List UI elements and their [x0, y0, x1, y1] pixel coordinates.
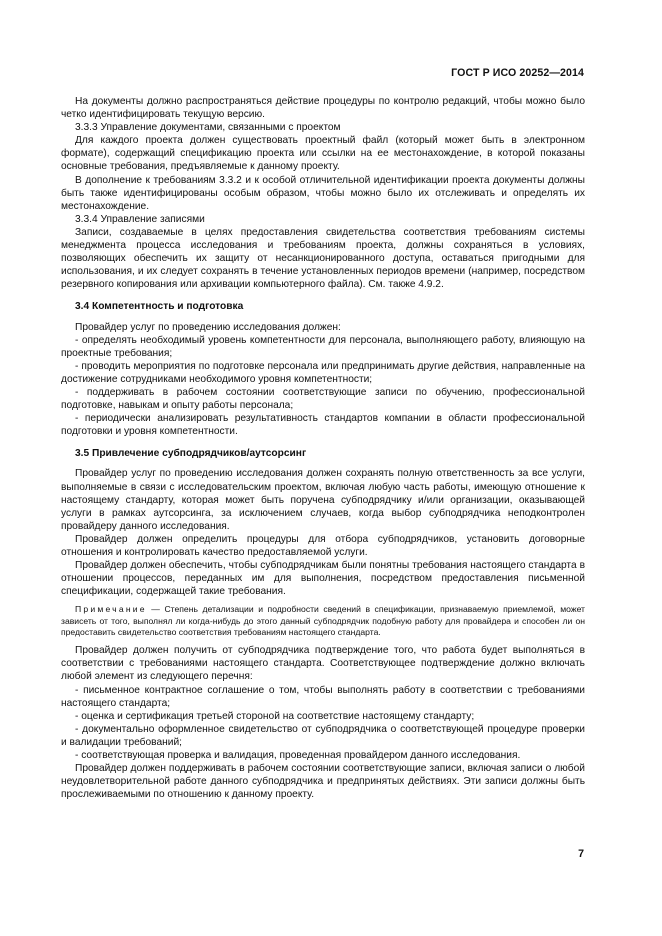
paragraph-subcontractor-selection: Провайдер должен определить процедуры для отбора субподрядчиков, установить договорные отношения и контролировать качество предоставляемой услуги.	[61, 533, 585, 558]
note-label: Примечание	[75, 604, 147, 615]
page-body	[61, 95, 585, 801]
list-item-certification: - оценка и сертификация третьей стороной на соответствие настоящему стандарту;	[75, 710, 475, 722]
list-item-effectiveness: - периодически анализировать результативность стандартов компании в области профессиональной подготовки и уровня компетентности.	[61, 413, 585, 438]
paragraph-written-specification: Провайдер должен обеспечить, чтобы субподрядчикам были понятны требования настоящего стандарта в отношении процессов, переданных им для выполнения, посредством предоставления письменной спецификации, содержащей такие требования.	[61, 560, 585, 598]
section-3-3-3-title: 3.3.3 Управление документами, связанными с проектом	[75, 122, 341, 134]
paragraph-version-control: На документы должно распространяться действие процедуры по контролю редакций, чтобы можно было четко идентифицировать текущую версию.	[61, 96, 585, 121]
document-id-header: ГОСТ Р ИСО 20252—2014	[451, 67, 584, 79]
list-item-training-records: - поддерживать в рабочем состоянии соответствующие записи по обучению, профессиональной подготовке, навыкам и опыту работы персонала;	[61, 386, 585, 412]
section-3-5-heading: 3.5 Привлечение субподрядчиков/аутсорсинг	[75, 448, 307, 460]
paragraph-provider-must: Провайдер услуг по проведению исследования должен:	[75, 321, 341, 333]
page-number: 7	[578, 848, 584, 860]
paragraph-records-keeping: Провайдер должен поддерживать в рабочем состоянии соответствующие записи, включая записи о любой неудовлетворительной работе данного субподрядчика и предпринятых действиях. Эти записи должны быть прослеживаемыми по отношению к данному проекту.	[61, 763, 585, 801]
section-3-4-heading: 3.4 Компетентность и подготовка	[75, 301, 244, 313]
paragraph-document-identification: В дополнение к требованиям 3.3.2 и к особой отличительной идентификации проекта документы должны быть также идентифицированы особым образом, чтобы можно было их отслеживать и определять их местонахождение.	[61, 174, 585, 212]
list-item-contract: - письменное контрактное соглашение о том, чтобы выполнять работу в соответствии с требованиями настоящего стандарта;	[61, 684, 585, 709]
note-text: — Степень детализации и подробности сведений в спецификации, признаваемую приемлемой, может зависеть от того, выполнял ли когда-нибудь до этого данный субподрядчик подобную работу для провайдера и способен ли он предоставить свидетельство соответствия требованиям настоящего стандарта.	[61, 604, 585, 637]
note-paragraph	[61, 604, 585, 638]
paragraph-project-file: Для каждого проекта должен существовать проектный файл (который может быть в электронном формате), содержащий спецификацию проекта или ссылки на ее местонахождение, в которой показаны основные требования, предъявляемые к данному проекту.	[61, 135, 585, 173]
list-item-verification: - соответствующая проверка и валидация, проведенная провайдером данного исследования.	[75, 750, 521, 762]
section-3-3-4-title: 3.3.4 Управление записями	[75, 213, 205, 225]
paragraph-confirmation: Провайдер должен получить от субподрядчика подтверждение того, что работа будет выполняться в соответствии с требованиями настоящего стандарта. Соответствующее подтверждение должно включать любой элемент из следующего перечня:	[61, 645, 585, 683]
list-item-training: - проводить мероприятия по подготовке персонала или предпринимать другие действия, направленные на достижение сотрудниками необходимого уровня компетентности;	[61, 360, 585, 385]
paragraph-responsibility: Провайдер услуг по проведению исследования должен сохранять полную ответственность за все услуги, выполняемые в связи с исследовательским проектом, включая любую часть работы, имеющую отношение к настоящему стандарту, которая может быть поручена субподрядчику и/или организации, оказывающей услуги в рамках аутсорсинга, за исключением случаев, когда выбор субподрядчика неподконтролен провайдеру данного исследования.	[61, 468, 585, 532]
list-item-competence: - определять необходимый уровень компетентности для персонала, выполняющего работу, влияющую на проектные требования;	[61, 334, 585, 359]
list-item-documented-evidence: - документально оформленное свидетельство от субподрядчика о соответствующей процедуре проверки и валидации требований;	[61, 723, 585, 748]
paragraph-records: Записи, создаваемые в целях предоставления свидетельства соответствия требованиям системы менеджмента процесса исследования и требованиям проекта, должны сохраняться в условиях, позволяющих обеспечить их защиту от несанкционированного доступа, оставаться пригодными для использования, и их следует сохранять в течение установленных периодов времени (например, посредством резервного копирования или архивации компьютерного файла). См. также 4.9.2.	[61, 226, 585, 291]
